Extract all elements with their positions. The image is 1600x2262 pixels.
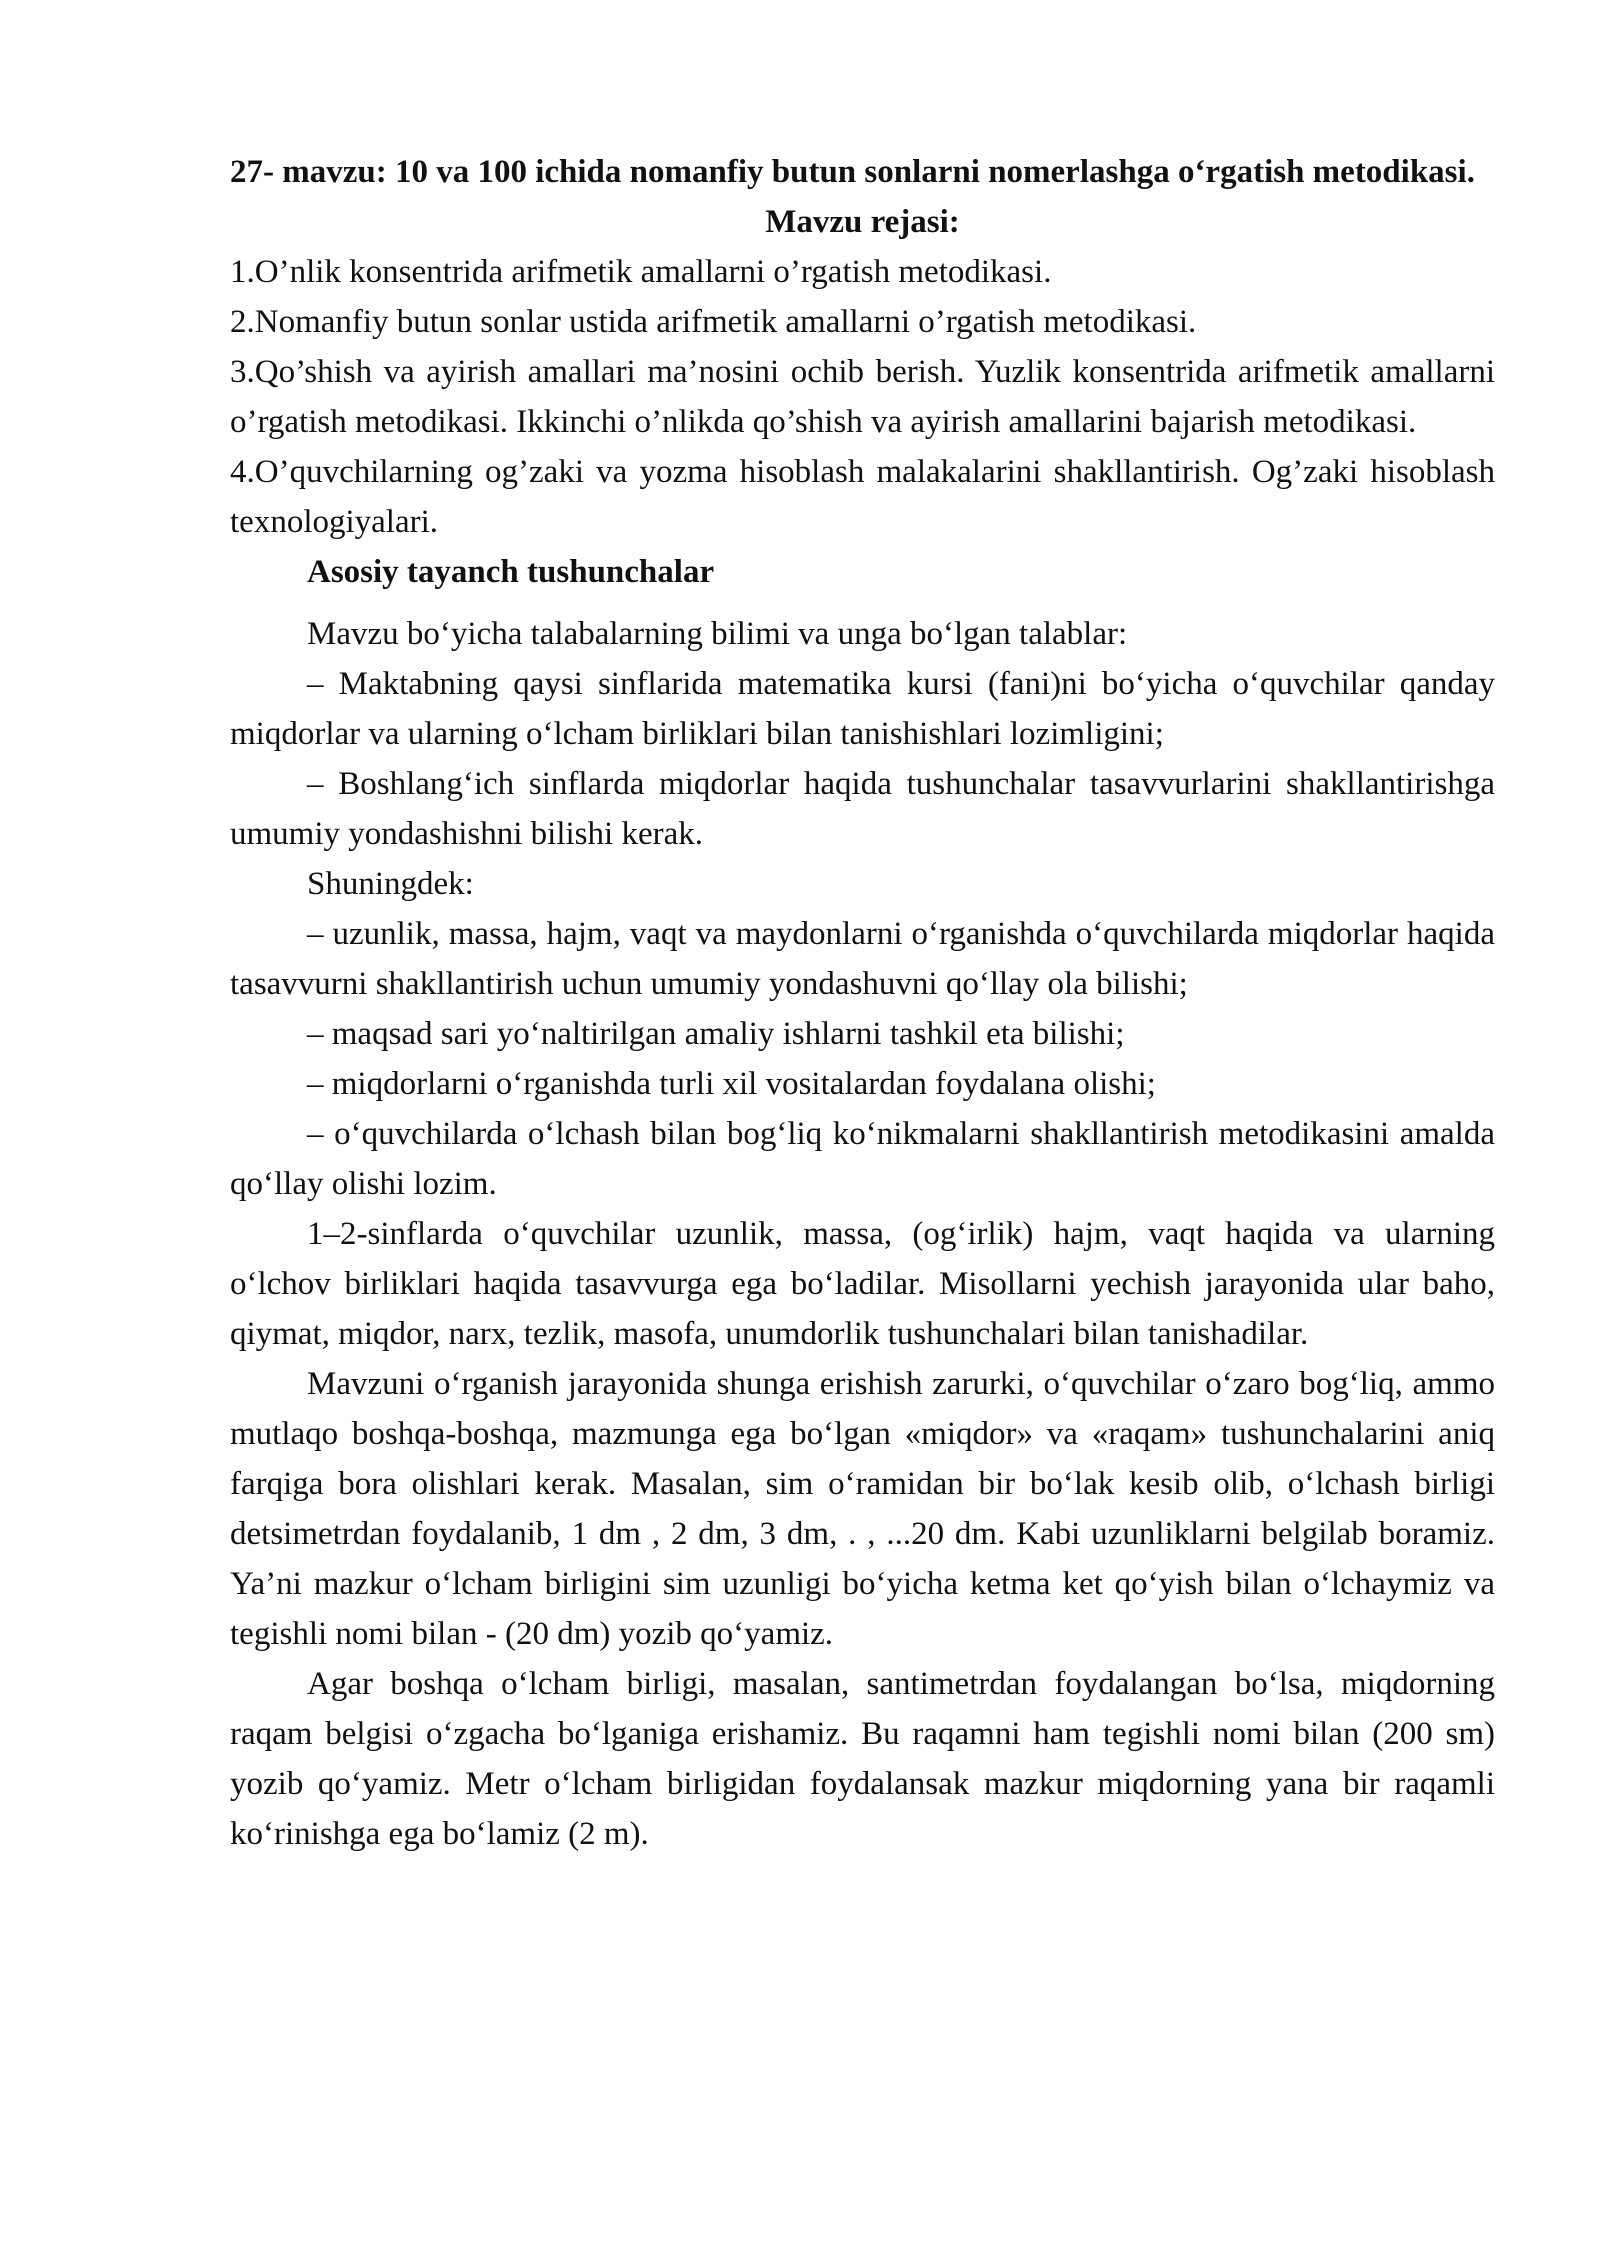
paragraph-item: – maqsad sari yo‘naltirilgan amaliy ishlarni tashkil eta bilishi; — [307, 1016, 1125, 1052]
plan-item-1: 1.O’nlik konsentrida arifmetik amallarni o’rgatish metodikasi. — [230, 254, 1052, 290]
paragraph-item: – Boshlang‘ich sinflarda miqdorlar haqida tushunchalar tasavvurlarini shakllantirishga umumiy yondashishni bilishi kerak. — [230, 766, 1495, 852]
paragraph-intro: Shuningdek: — [307, 866, 474, 902]
plan-item-4: 4.O’quvchilarning og’zaki va yozma hisoblash malakalarini shakllantirish. Og’zaki hisoblash texnologiyalari. — [230, 454, 1495, 540]
paragraph-item: – miqdorlarni o‘rganishda turli xil vositalardan foydalana olishi; — [307, 1066, 1156, 1102]
paragraph-item: – o‘quvchilarda o‘lchash bilan bog‘liq ko‘nikmalarni shakllantirish metodikasini amalda qo‘llay olishi lozim. — [230, 1116, 1495, 1202]
paragraph-body: 1–2-sinflarda o‘quvchilar uzunlik, massa, (og‘irlik) hajm, vaqt haqida va ularning o‘lchov birliklari haqida tasavvurga ega bo‘ladilar. Misollarni yechish jarayonida ular baho, qiymat, miqdor, narx, tezlik, masofa, unumdorlik tushunchalari bilan tanishadilar. — [230, 1216, 1495, 1352]
paragraph-intro: Mavzu bo‘yicha talabalarning bilimi va unga bo‘lgan talablar: — [307, 616, 1128, 652]
paragraph-item: – Maktabning qaysi sinflarida matematika kursi (fani)ni bo‘yicha o‘quvchilar qanday miqdorlar va ularning o‘lcham birliklari bilan tanishishlari lozimligini; — [230, 666, 1495, 752]
plan-item-2: 2.Nomanfiy butun sonlar ustida arifmetik amallarni o’rgatish metodikasi. — [230, 304, 1197, 340]
section-heading: Asosiy tayanch tushunchalar — [307, 554, 715, 590]
paragraph-item: – uzunlik, massa, hajm, vaqt va maydonlarni o‘rganishda o‘quvchilarda miqdorlar haqida tasavvurni shakllantirish uchun umumiy yondashuvni qo‘llay ola bilishi; — [230, 916, 1495, 1002]
paragraph-body: Agar boshqa o‘lcham birligi, masalan, santimetrdan foydalangan bo‘lsa, miqdorning raqam belgisi o‘zgacha bo‘lganiga erishamiz. Bu raqamni ham tegishli nomi bilan (200 sm) yozib qo‘yamiz. Metr o‘lcham birligidan foydalansak mazkur miqdorning yana bir raqamli ko‘rinishga ega bo‘lamiz (2 m). — [230, 1666, 1495, 1852]
plan-item-3: 3.Qo’shish va ayirish amallari ma’nosini ochib berish. Yuzlik konsentrida arifmetik amallarni o’rgatish metodikasi. Ikkinchi o’nlikda qo’shish va ayirish amallarini bajarish metodikasi. — [230, 354, 1495, 440]
document-title: 27- mavzu: 10 va 100 ichida nomanfiy butun sonlarni nomerlashga o‘rgatish metodikasi. — [230, 154, 1475, 190]
document-page — [230, 150, 1495, 1859]
paragraph-body: Mavzuni o‘rganish jarayonida shunga erishish zarurki, o‘quvchilar o‘zaro bog‘liq, ammo mutlaqo boshqa-boshqa, mazmunga ega bo‘lgan «miqdor» va «raqam» tushunchalarini aniq farqiga bora olishlari kerak. Masalan, sim o‘ramidan bir bo‘lak kesib olib, o‘lchash birligi detsimetrdan foydalanib, 1 dm , 2 dm, 3 dm, . , ...20 dm. Kabi uzunliklarni belgilab boramiz. Ya’ni mazkur o‘lcham birligini sim uzunligi bo‘yicha ketma ket qo‘yish bilan o‘lchaymiz va tegishli nomi bilan - (20 dm) yozib qo‘yamiz. — [230, 1366, 1495, 1652]
plan-title: Mavzu rejasi: — [765, 204, 960, 240]
